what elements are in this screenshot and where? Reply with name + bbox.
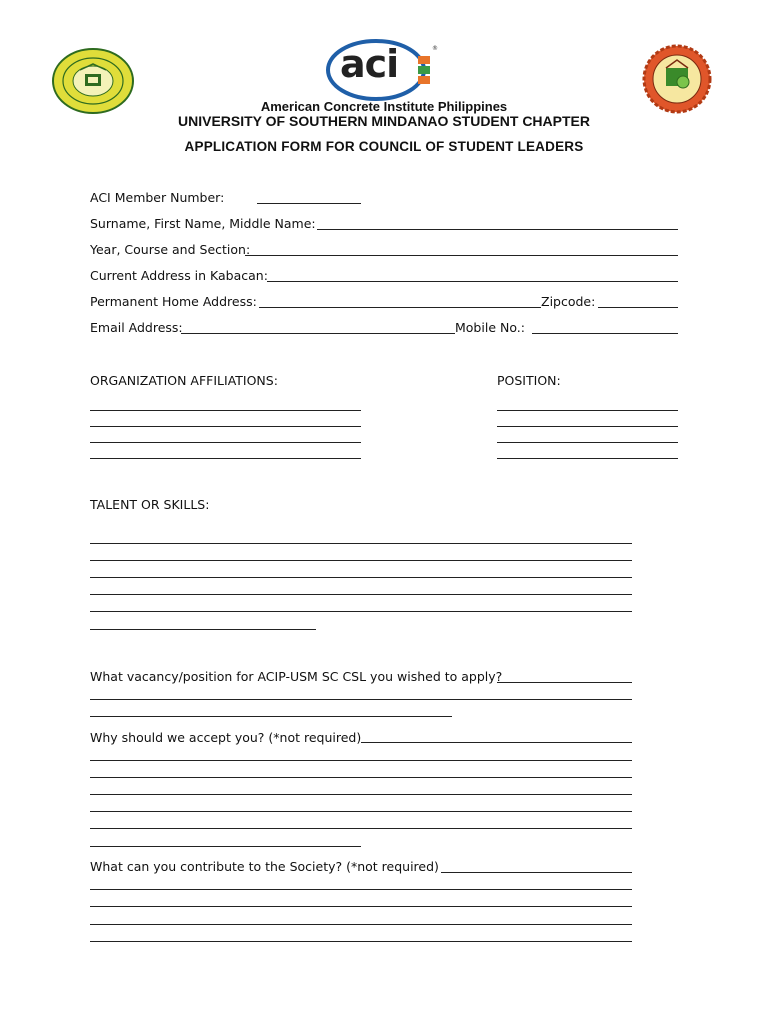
- affiliations-heading: ORGANIZATION AFFILIATIONS:: [90, 373, 278, 388]
- name-label: Surname, First Name, Middle Name:: [90, 216, 316, 231]
- contribute-line[interactable]: [90, 941, 632, 942]
- why-accept-line[interactable]: [90, 777, 632, 778]
- talent-line[interactable]: [90, 543, 632, 544]
- talent-heading: TALENT OR SKILLS:: [90, 497, 210, 512]
- member-number-label: ACI Member Number:: [90, 190, 225, 205]
- contribute-line[interactable]: [90, 924, 632, 925]
- svg-text:®: ®: [432, 45, 438, 52]
- year-course-label: Year, Course and Section:: [90, 242, 251, 257]
- affiliation-line[interactable]: [90, 410, 361, 411]
- vacancy-line[interactable]: [90, 699, 632, 700]
- permanent-address-label: Permanent Home Address:: [90, 294, 257, 309]
- talent-line[interactable]: [90, 629, 316, 630]
- position-line[interactable]: [497, 442, 678, 443]
- why-accept-line[interactable]: [90, 828, 632, 829]
- org-name: American Concrete Institute Philippines: [260, 99, 508, 114]
- talent-line[interactable]: [90, 611, 632, 612]
- why-accept-line[interactable]: [90, 794, 632, 795]
- current-address-label: Current Address in Kabacan:: [90, 268, 268, 283]
- vacancy-question: What vacancy/position for ACIP-USM SC CSL you wished to apply?: [90, 669, 503, 684]
- contribute-line[interactable]: [441, 872, 632, 873]
- contribute-line[interactable]: [90, 889, 632, 890]
- contribute-question: What can you contribute to the Society? (*not required): [90, 859, 439, 874]
- mobile-label: Mobile No.:: [455, 320, 525, 335]
- current-address-line[interactable]: [267, 281, 678, 282]
- why-accept-question: Why should we accept you? (*not required): [90, 730, 362, 745]
- affiliation-line[interactable]: [90, 426, 361, 427]
- name-line[interactable]: [317, 229, 678, 230]
- zipcode-line[interactable]: [598, 307, 678, 308]
- aci-logo-text: aci: [340, 42, 399, 86]
- permanent-address-line[interactable]: [259, 307, 541, 308]
- form-title: APPLICATION FORM FOR COUNCIL OF STUDENT LEADERS: [184, 139, 584, 154]
- talent-line[interactable]: [90, 560, 632, 561]
- vacancy-line[interactable]: [497, 682, 632, 683]
- talent-line[interactable]: [90, 577, 632, 578]
- email-label: Email Address:: [90, 320, 183, 335]
- year-course-line[interactable]: [245, 255, 678, 256]
- why-accept-line[interactable]: [90, 760, 632, 761]
- affiliation-line[interactable]: [90, 442, 361, 443]
- position-line[interactable]: [497, 410, 678, 411]
- why-accept-line[interactable]: [90, 846, 361, 847]
- affiliation-line[interactable]: [90, 458, 361, 459]
- position-line[interactable]: [497, 426, 678, 427]
- talent-line[interactable]: [90, 594, 632, 595]
- mobile-line[interactable]: [532, 333, 678, 334]
- why-accept-line[interactable]: [90, 811, 632, 812]
- chapter-name: UNIVERSITY OF SOUTHERN MINDANAO STUDENT CHAPTER: [178, 113, 590, 129]
- position-line[interactable]: [497, 458, 678, 459]
- email-line[interactable]: [181, 333, 455, 334]
- contribute-line[interactable]: [90, 906, 632, 907]
- position-heading: POSITION:: [497, 373, 561, 388]
- member-number-line[interactable]: [257, 203, 361, 204]
- zipcode-label: Zipcode:: [541, 294, 596, 309]
- why-accept-line[interactable]: [361, 742, 632, 743]
- vacancy-line[interactable]: [90, 716, 452, 717]
